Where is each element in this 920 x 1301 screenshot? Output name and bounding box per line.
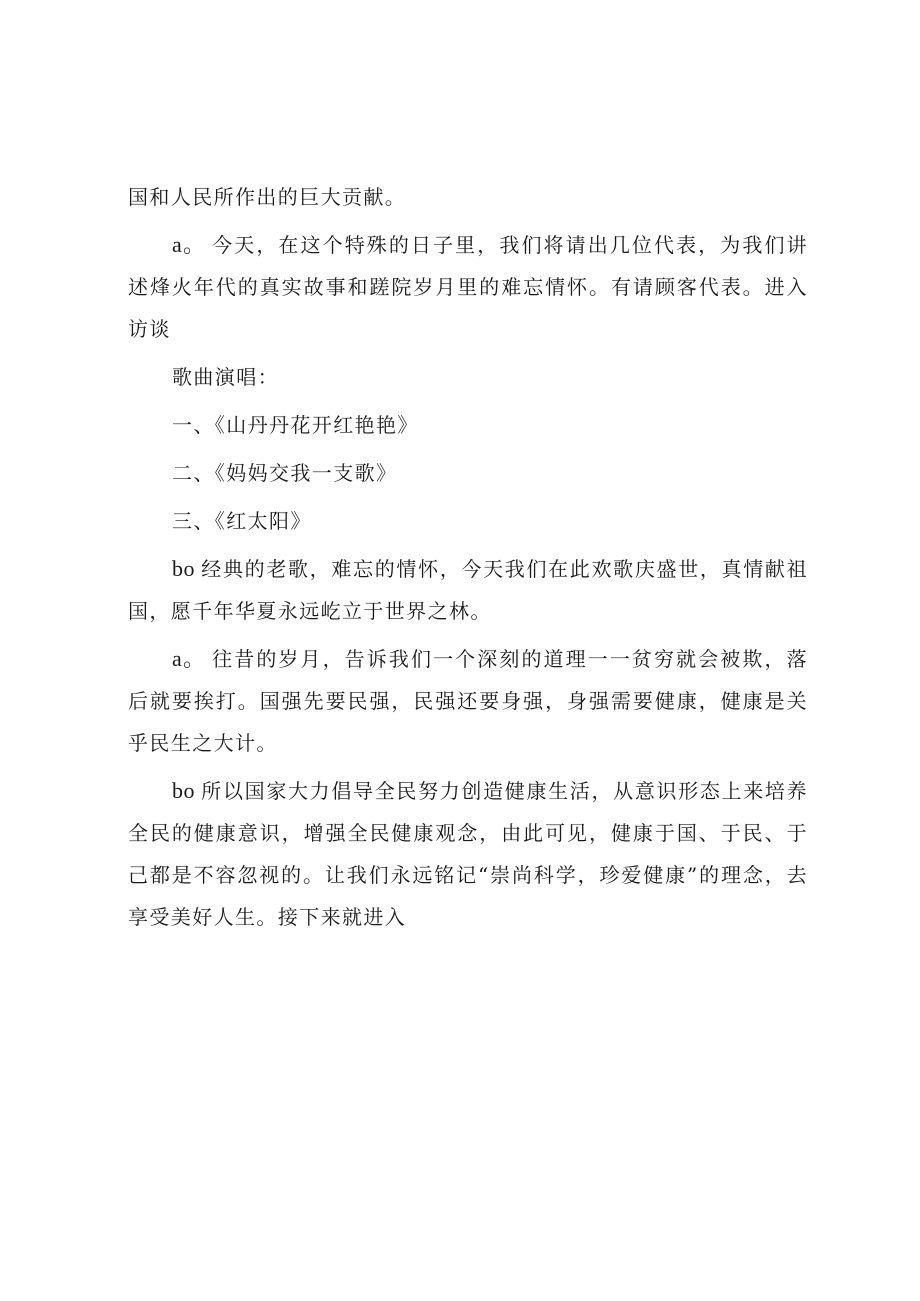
paragraph-host-a-2 <box>128 638 808 764</box>
paragraph-text: 往昔的岁月，告诉我们一个深刻的道理一一贫穷就会被欺，落后就要挨打。国强先要民强，民强还要身强，身强需要健康，健康是关乎民生之大计。 <box>128 647 808 755</box>
document-body <box>128 176 808 944</box>
paragraph-host-b-1 <box>128 548 808 632</box>
paragraph-host-a-intro <box>128 224 808 350</box>
paragraph-host-b-2 <box>128 770 808 938</box>
speaker-label: a。 <box>172 646 207 671</box>
paragraph-continuation <box>128 176 808 218</box>
speaker-label: a。 <box>172 232 207 257</box>
paragraph-text: 国和人民所作出的巨大贡献。 <box>128 185 407 209</box>
song-list-item: 三、《红太阳》 <box>172 509 312 533</box>
paragraph-text: 今天，在这个特殊的日子里，我们将请出几位代表，为我们讲述烽火年代的真实故事和蹉院岁月里的难忘情怀。有请顾客代表。进入访谈 <box>128 233 808 341</box>
paragraph-text: 所以国家大力倡导全民努力创造健康生活，从意识形态上来培养全民的健康意识，增强全民健康观念，由此可见，健康于国、于民、于己都是不容忽视的。让我们永远铭记“崇尚科学，珍爱健康”的理念，去享受美好人生。接下来就进入 <box>128 779 808 929</box>
song-list-item: 一、《山丹丹花开红艳艳》 <box>172 413 419 437</box>
paragraph-text: 经典的老歌，难忘的情怀，今天我们在此欢歌庆盛世，真情献祖国，愿千年华夏永远屹立于世界之林。 <box>128 557 808 623</box>
speaker-label: bo <box>172 778 195 803</box>
song-list-item: 二、《妈妈交我一支歌》 <box>172 461 398 485</box>
speaker-label: bo <box>172 556 195 581</box>
songs-heading: 歌曲演唱： <box>172 365 279 389</box>
